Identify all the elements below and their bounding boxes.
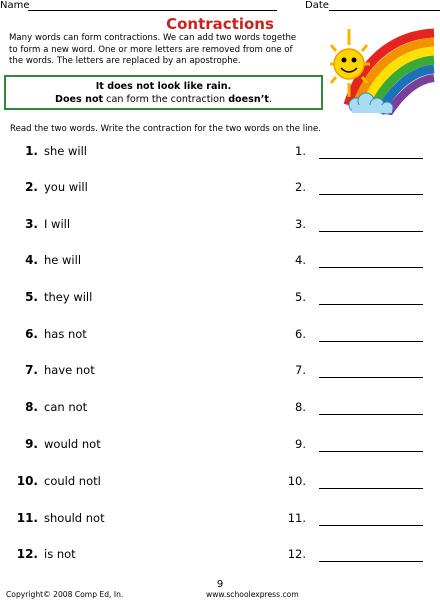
answer-number: 8.	[295, 400, 306, 414]
answer-number: 5.	[295, 290, 306, 304]
item-words: is not	[44, 547, 76, 561]
exercise-item	[0, 363, 440, 385]
page-title: Contractions	[166, 15, 274, 33]
exercise-item	[0, 400, 440, 422]
item-words: can not	[44, 400, 88, 414]
item-words: you will	[44, 180, 88, 194]
website-text: www.schoolexpress.com	[206, 590, 299, 599]
exercise-item	[0, 180, 440, 202]
item-words: they will	[44, 290, 93, 304]
item-number: 3.	[25, 217, 38, 231]
item-number: 11.	[16, 511, 38, 525]
exercise-item	[0, 144, 440, 166]
exercise-item	[0, 327, 440, 349]
example-contraction: doesn’t	[228, 94, 269, 105]
copyright-text: Copyright© 2008 Comp Ed, In.	[6, 590, 124, 599]
answer-line[interactable]	[319, 488, 423, 489]
answer-number: 10.	[287, 474, 306, 488]
answer-line[interactable]	[319, 414, 423, 415]
intro-line: Many words can form contractions. We can add two words togethe	[9, 33, 297, 43]
item-number: 4.	[25, 253, 38, 267]
header-row	[0, 0, 440, 14]
answer-number: 11.	[287, 511, 306, 525]
sun-rainbow-art	[330, 25, 436, 115]
item-words: I will	[44, 217, 71, 231]
exercise-item	[0, 253, 440, 275]
answer-line[interactable]	[319, 377, 423, 378]
item-number: 9.	[25, 437, 38, 451]
answer-number: 2.	[295, 180, 306, 194]
exercise-item	[0, 511, 440, 533]
exercise-item	[0, 547, 440, 569]
answer-line[interactable]	[319, 304, 423, 305]
answer-number: 7.	[295, 363, 306, 377]
exercise-item	[0, 290, 440, 312]
example-box	[4, 75, 323, 110]
example-explanation	[6, 93, 321, 106]
answer-line[interactable]	[319, 267, 423, 268]
item-number: 2.	[25, 180, 38, 194]
exercise-item	[0, 474, 440, 496]
item-number: 8.	[25, 400, 38, 414]
item-words: should not	[44, 511, 105, 525]
example-sentence: It does not look like rain.	[95, 81, 232, 92]
item-words: he will	[44, 253, 82, 267]
example-middle: can form the contraction	[103, 94, 229, 105]
answer-line[interactable]	[319, 231, 423, 232]
item-number: 5.	[25, 290, 38, 304]
item-number: 10.	[16, 474, 38, 488]
item-number: 6.	[25, 327, 38, 341]
exercise-item	[0, 217, 440, 239]
item-words: has not	[44, 327, 87, 341]
item-number: 1.	[25, 144, 38, 158]
item-words: have not	[44, 363, 95, 377]
item-words: could notl	[44, 474, 101, 488]
item-words: she will	[44, 144, 88, 158]
answer-number: 12.	[287, 547, 306, 561]
name-label: Name	[0, 0, 30, 11]
answer-number: 3.	[295, 217, 306, 231]
item-number: 7.	[25, 363, 38, 377]
answer-line[interactable]	[319, 561, 423, 562]
item-number: 12.	[16, 547, 38, 561]
instructions: Read the two words. Write the contraction for the two words on the line.	[10, 124, 321, 134]
intro-line: the words. The letters are replaced by an apostrophe.	[9, 56, 241, 66]
date-line[interactable]	[329, 10, 440, 11]
page-number: 9	[216, 579, 224, 590]
answer-number: 4.	[295, 253, 306, 267]
name-line[interactable]	[28, 10, 277, 11]
answer-line[interactable]	[319, 341, 423, 342]
answer-line[interactable]	[319, 158, 423, 159]
answer-number: 6.	[295, 327, 306, 341]
answer-line[interactable]	[319, 525, 423, 526]
item-words: would not	[44, 437, 101, 451]
date-label: Date	[305, 0, 329, 11]
intro-line: to form a new word. One or more letters are removed from one of	[9, 44, 293, 55]
example-end: .	[268, 94, 272, 105]
answer-line[interactable]	[319, 194, 423, 195]
answer-number: 1.	[295, 144, 306, 158]
answer-number: 9.	[295, 437, 306, 451]
exercise-item	[0, 437, 440, 459]
example-phrase: Does not	[55, 94, 104, 105]
intro-paragraph	[9, 33, 334, 68]
answer-line[interactable]	[319, 451, 423, 452]
